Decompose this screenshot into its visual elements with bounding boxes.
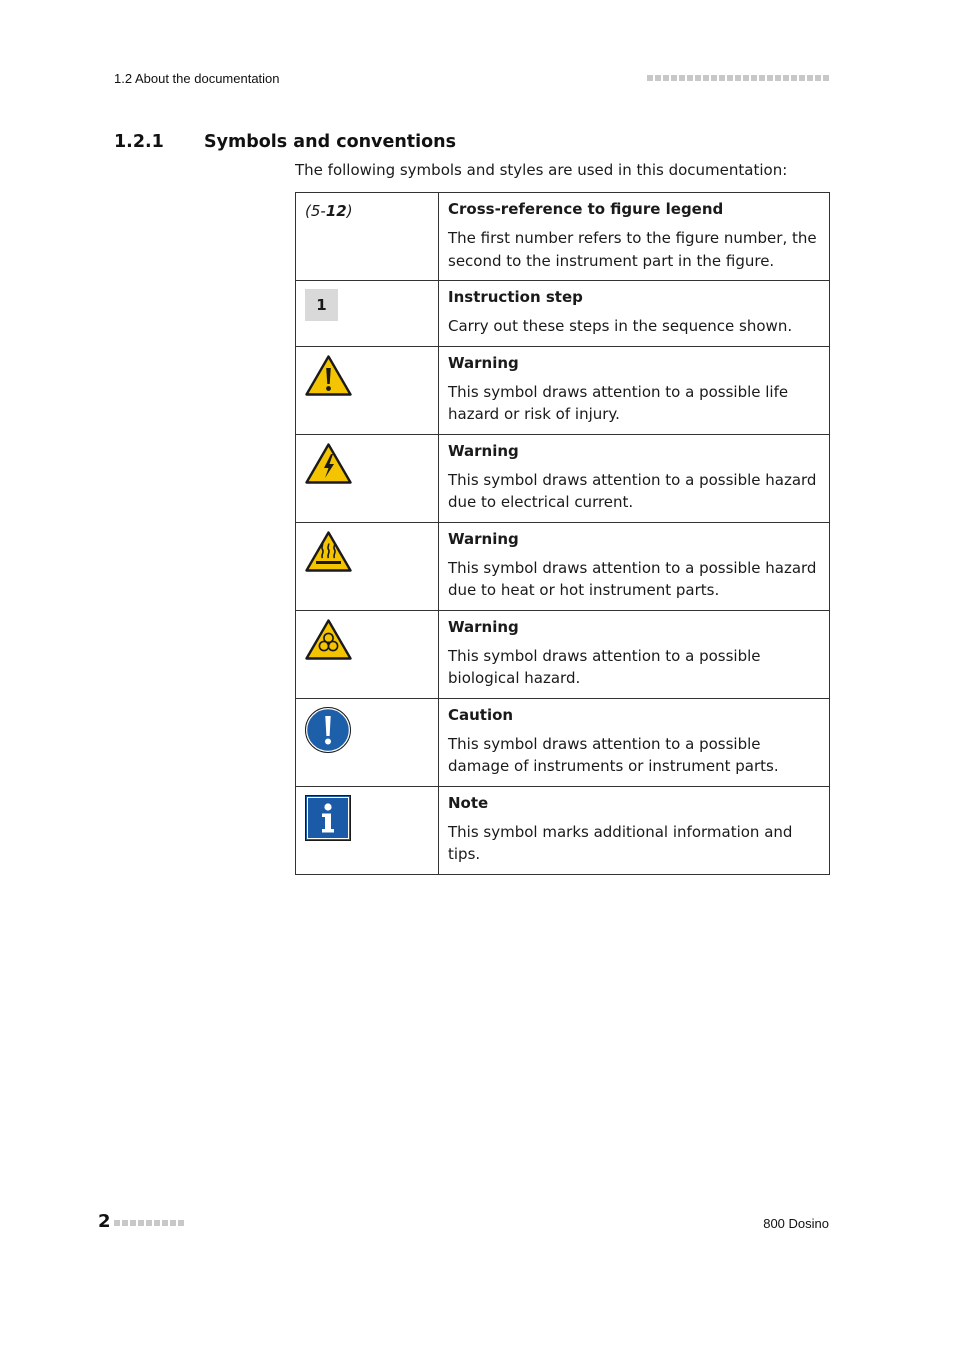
description-cell [439,193,830,281]
row-description: This symbol draws attention to a possible life hazard or risk of injury. [448,382,789,423]
symbol-cell [296,522,439,610]
intro-text: The following symbols and styles are used in this documentation: [295,161,788,179]
info-icon [305,795,351,841]
description-cell [439,434,830,522]
table-row [296,610,830,698]
section-title: Symbols and conventions [204,132,457,152]
row-description: Carry out these steps in the sequence shown. [448,317,793,335]
running-header: 1.2 About the documentation [114,71,280,86]
table-row [296,786,830,874]
description-cell [439,522,830,610]
table-row [296,281,830,347]
caution-icon [305,707,351,753]
table-row [296,346,830,434]
page-number: 2 [98,1211,111,1232]
step-number-box: 1 [305,289,338,321]
symbol-cell [296,434,439,522]
row-title: Instruction step [448,288,583,306]
symbol-cell [296,698,439,786]
row-description: This symbol draws attention to a possible damage of instruments or instrument parts. [448,734,779,775]
product-name: 800 Dosino [763,1216,829,1231]
description-cell [439,610,830,698]
row-description: This symbol draws attention to a possible biological hazard. [448,646,761,687]
table-row [296,698,830,786]
section-number: 1.2.1 [114,132,164,152]
row-title: Warning [448,529,519,548]
symbol-cell [296,193,439,281]
warning-general-icon [305,355,352,396]
row-title: Warning [448,353,519,372]
table-row [296,522,830,610]
row-title: Caution [448,705,514,724]
symbol-cell [296,281,439,347]
header-decoration-dots [647,75,829,81]
warning-biohazard-icon [305,619,352,660]
warning-hot-surface-icon [305,531,352,572]
description-cell [439,281,830,347]
section-heading [114,132,456,152]
row-title: Warning [448,441,519,460]
row-description: This symbol marks additional information and tips. [448,822,793,863]
table-row [296,434,830,522]
footer-decoration-dots [114,1220,184,1226]
symbol-cell [296,610,439,698]
symbol-cell [296,346,439,434]
description-cell [439,346,830,434]
cross-reference-example: (5-12) [305,202,353,220]
description-cell [439,786,830,874]
description-cell [439,698,830,786]
warning-electrical-icon [305,443,352,484]
row-description: This symbol draws attention to a possible hazard due to heat or hot instrument parts. [448,558,817,599]
symbol-cell [296,786,439,874]
table-row [296,193,830,281]
row-title: Warning [448,617,519,636]
row-title: Cross-reference to figure legend [448,200,724,218]
row-title: Note [448,793,489,812]
row-description: This symbol draws attention to a possible hazard due to electrical current. [448,470,817,511]
row-description: The first number refers to the figure number, the second to the instrument part in the figure. [448,229,817,270]
symbols-table [295,192,830,875]
